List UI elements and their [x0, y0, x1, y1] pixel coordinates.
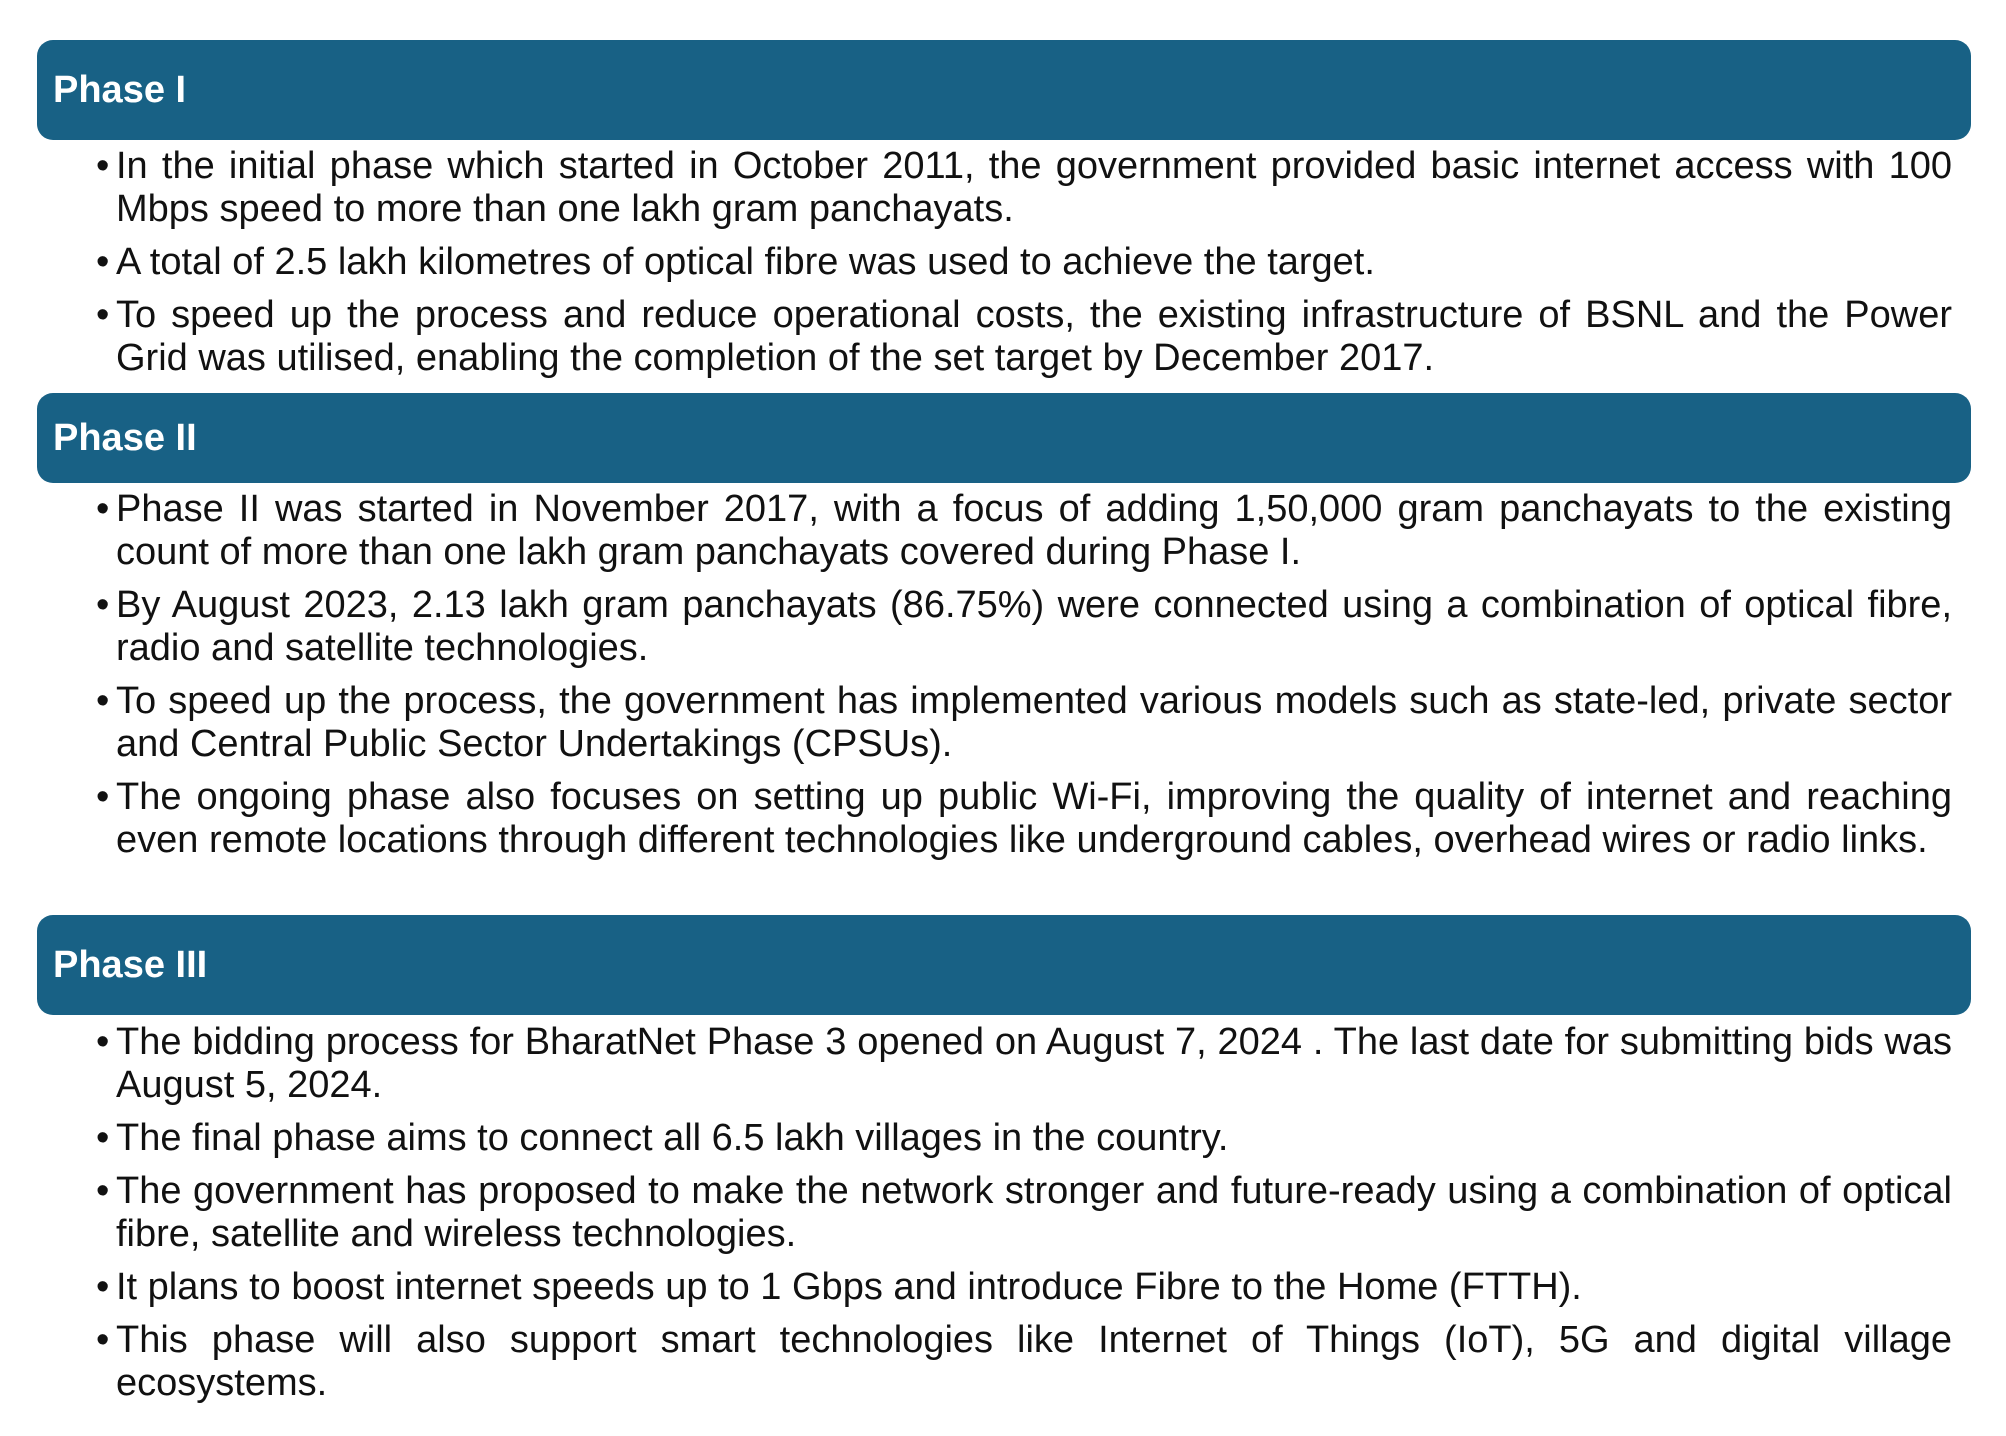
phase-3-bullet-list — [96, 1021, 1952, 1415]
phase-1-bullet-1: • In the initial phase which started in October 2011, the government provided basic internet access with 100 Mbps speed to more than one lakh gram panchayats. — [96, 145, 1952, 231]
phase-1-bullet-list — [96, 145, 1952, 390]
phase-2-bullet-list — [96, 488, 1952, 872]
phase-3-bullet-1: • The bidding process for BharatNet Phase 3 opened on August 7, 2024 . The last date for submitting bids was August 5, 2024. — [96, 1021, 1952, 1107]
phase-3-bullet-5: • This phase will also support smart technologies like Internet of Things (IoT), 5G and digital village ecosystems. — [96, 1319, 1952, 1405]
phase-3-header — [37, 915, 1971, 1015]
phase-1-title: Phase I — [53, 69, 187, 111]
phase-3-bullet-4: • It plans to boost internet speeds up to 1 Gbps and introduce Fibre to the Home (FTTH). — [96, 1266, 1952, 1309]
phase-2-header — [37, 393, 1971, 483]
phase-3-bullet-2: • The final phase aims to connect all 6.5 lakh villages in the country. — [96, 1117, 1952, 1160]
phase-1-bullet-2: • A total of 2.5 lakh kilometres of optical fibre was used to achieve the target. — [96, 241, 1952, 284]
phase-1-header — [37, 40, 1971, 140]
phase-2-title: Phase II — [53, 417, 197, 459]
phase-2-bullet-2: • By August 2023, 2.13 lakh gram panchayats (86.75%) were connected using a combination of optical fibre, radio and satellite technologies. — [96, 584, 1952, 670]
phase-1-bullet-3: • To speed up the process and reduce operational costs, the existing infrastructure of BSNL and the Power Grid was utilised, enabling the completion of the set target by December 2017. — [96, 294, 1952, 380]
phase-3-title: Phase III — [53, 944, 208, 986]
phase-2-bullet-3: • To speed up the process, the government has implemented various models such as state-led, private sector and Central Public Sector Undertakings (CPSUs). — [96, 680, 1952, 766]
phase-2-bullet-1: • Phase II was started in November 2017, with a focus of adding 1,50,000 gram panchayats to the existing count of more than one lakh gram panchayats covered during Phase I. — [96, 488, 1952, 574]
phase-2-bullet-4: • The ongoing phase also focuses on setting up public Wi-Fi, improving the quality of internet and reaching even remote locations through different technologies like underground cables, overhead wires or radio links. — [96, 776, 1952, 862]
phase-3-bullet-3: • The government has proposed to make the network stronger and future-ready using a combination of optical fibre, satellite and wireless technologies. — [96, 1170, 1952, 1256]
